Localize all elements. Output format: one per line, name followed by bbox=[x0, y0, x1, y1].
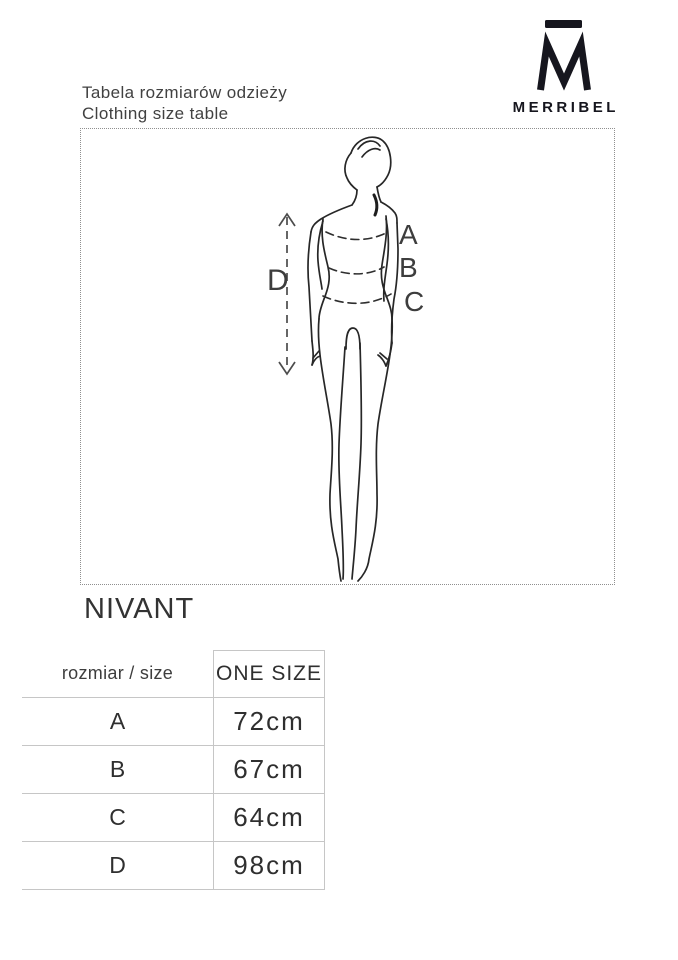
brand-name: MERRIBEL bbox=[512, 99, 619, 116]
figure-box bbox=[80, 128, 615, 585]
figure-neck-shoulders bbox=[311, 187, 397, 232]
hip-line bbox=[323, 294, 391, 303]
page-title-en: Clothing size table bbox=[82, 104, 229, 123]
body-measurement-figure bbox=[81, 129, 614, 584]
row-header-label: rozmiar / size bbox=[22, 650, 213, 698]
table-row bbox=[22, 842, 326, 890]
logo-m-glyph bbox=[541, 44, 588, 90]
brand-logo bbox=[508, 20, 620, 116]
page-titles bbox=[82, 82, 287, 124]
measure-label-b: B bbox=[399, 252, 418, 283]
logo-overbar bbox=[545, 20, 582, 28]
waist-line bbox=[329, 267, 384, 274]
figure-head bbox=[345, 137, 391, 190]
measure-label-c: C bbox=[404, 286, 425, 317]
table-row bbox=[22, 746, 326, 794]
row-label-c: C bbox=[22, 794, 213, 842]
bust-line bbox=[326, 232, 388, 240]
row-value-c: 64cm bbox=[213, 794, 325, 842]
column-header-one-size: ONE SIZE bbox=[213, 650, 325, 698]
row-label-d: D bbox=[22, 842, 213, 890]
row-label-a: A bbox=[22, 698, 213, 746]
measure-label-a: A bbox=[399, 219, 418, 250]
merribel-monogram-icon bbox=[537, 20, 591, 94]
product-name: NIVANT bbox=[84, 593, 195, 625]
row-value-d: 98cm bbox=[213, 842, 325, 890]
measure-label-d: D bbox=[267, 264, 289, 297]
table-header-row bbox=[22, 650, 326, 698]
row-value-b: 67cm bbox=[213, 746, 325, 794]
size-table bbox=[22, 650, 326, 890]
table-row bbox=[22, 698, 326, 746]
table-row bbox=[22, 794, 326, 842]
row-label-b: B bbox=[22, 746, 213, 794]
row-value-a: 72cm bbox=[213, 698, 325, 746]
page-title-pl: Tabela rozmiarów odzieży bbox=[82, 83, 288, 102]
